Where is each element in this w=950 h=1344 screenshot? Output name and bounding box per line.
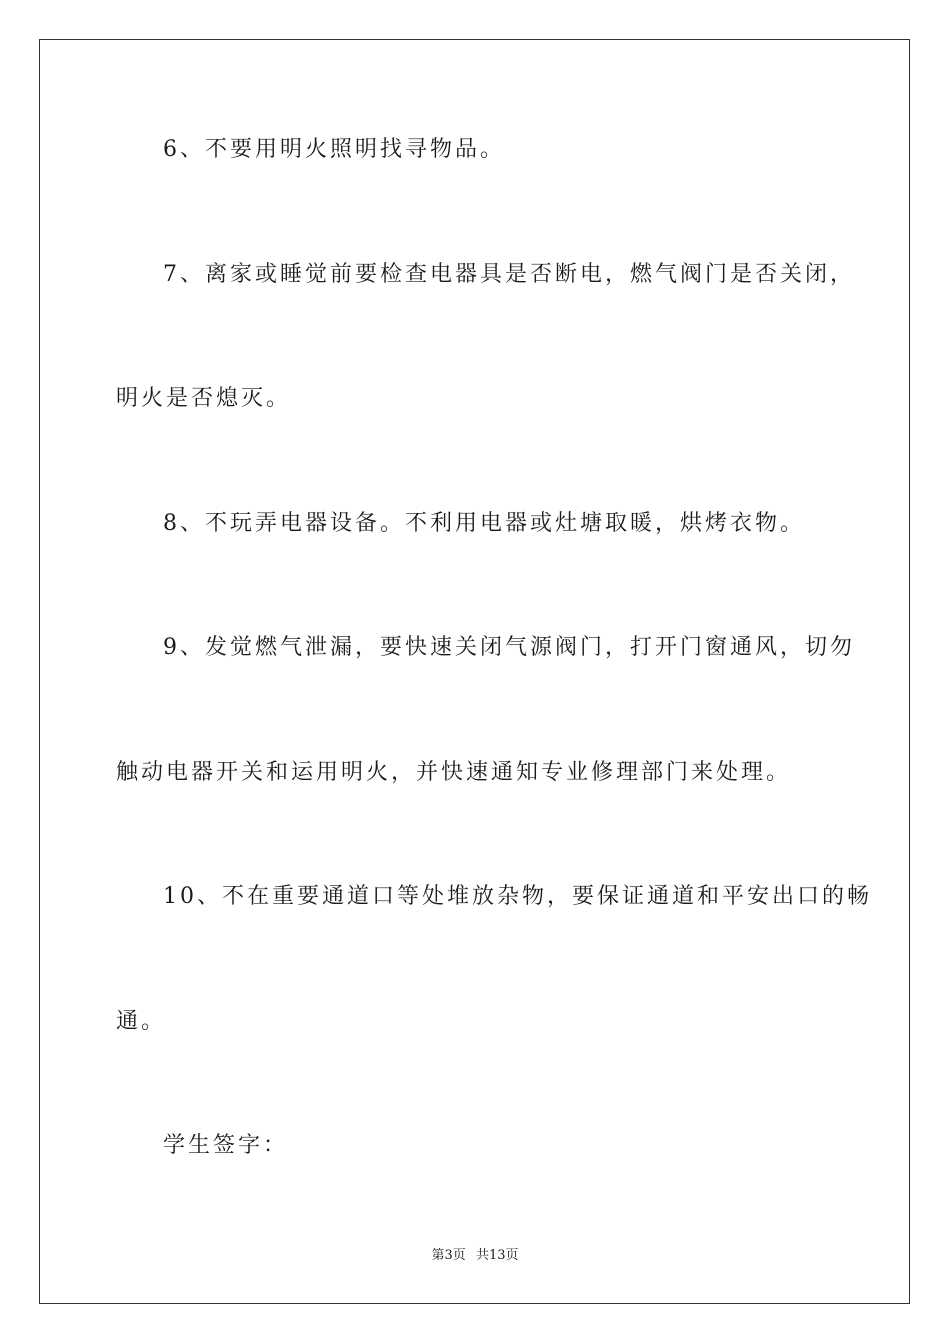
- rule-10-line-1: 10、不在重要通道口等处堆放杂物，要保证通道和平安出口的畅: [163, 884, 872, 909]
- page-total: 共13页: [475, 1248, 519, 1263]
- page-number: 第3页: [431, 1248, 466, 1263]
- rule-7-line-2: 明火是否熄灭。: [116, 386, 292, 411]
- rule-6: 6、不要用明火照明找寻物品。: [163, 137, 505, 162]
- rule-7-line-1: 7、离家或睡觉前要检查电器具是否断电，燃气阀门是否关闭，: [163, 262, 855, 287]
- page-border: [39, 39, 910, 1304]
- rule-9-line-1: 9、发觉燃气泄漏，要快速关闭气源阀门，打开门窗通风，切勿: [163, 635, 855, 660]
- rule-8: 8、不玩弄电器设备。不利用电器或灶塘取暖，烘烤衣物。: [163, 511, 805, 536]
- rule-9-line-2: 触动电器开关和运用明火，并快速通知专业修理部门来处理。: [116, 760, 792, 785]
- student-signature-label: 学生签字：: [163, 1133, 289, 1158]
- rule-10-line-2: 通。: [116, 1009, 167, 1034]
- page-footer: [0, 1247, 950, 1265]
